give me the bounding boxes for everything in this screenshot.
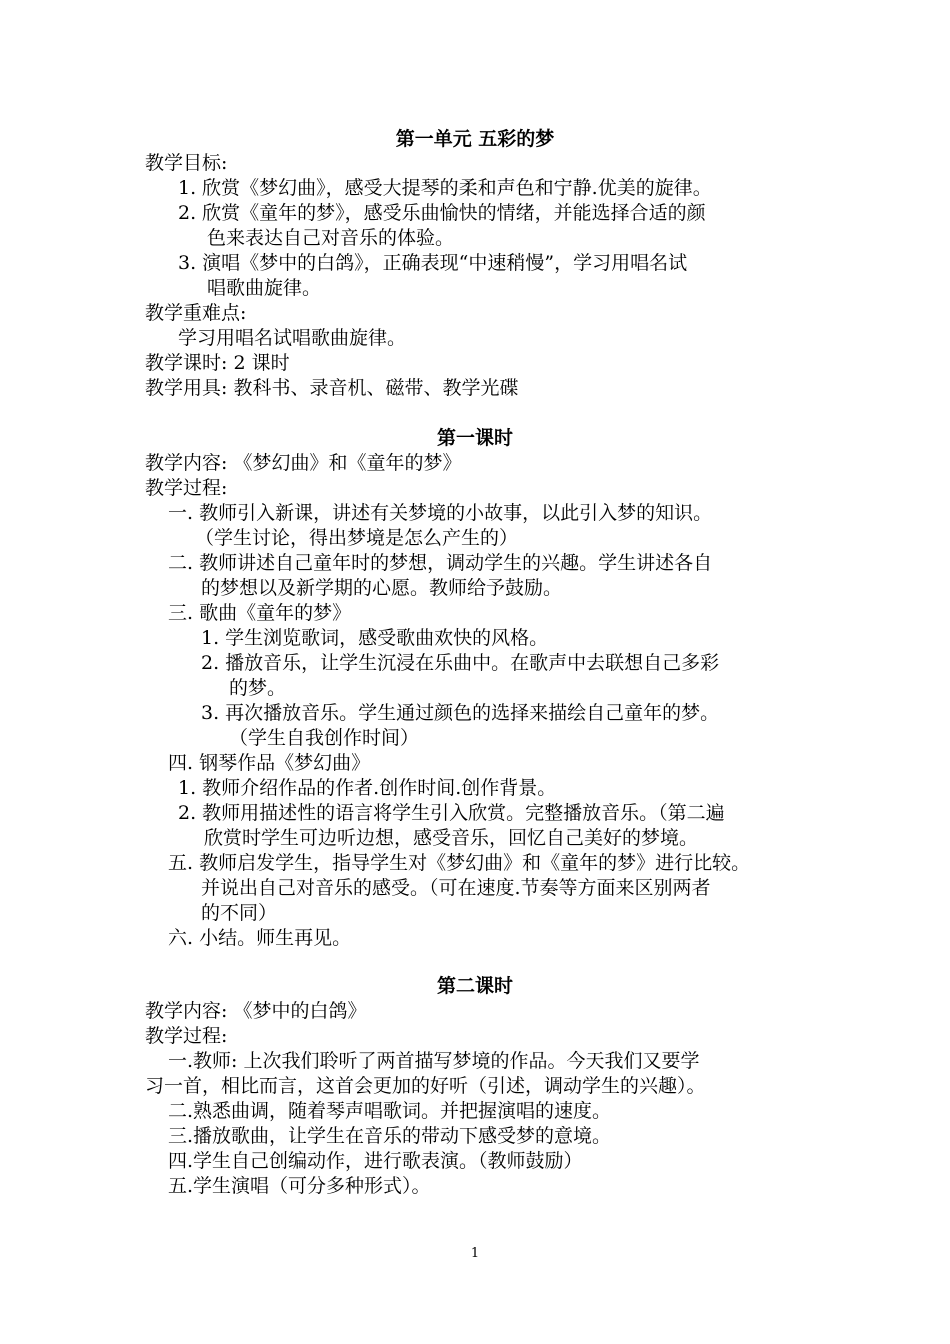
unit-title: 第一单元 五彩的梦 (395, 128, 555, 150)
objectives-label: 教学目标: (145, 152, 228, 174)
objective-2: 2. 欣赏《童年的梦》，感受乐曲愉快的情绪，并能选择合适的颜 (178, 202, 706, 224)
lesson1-line: 四. 钢琴作品《梦幻曲》 (168, 752, 371, 774)
lesson2-content: 教学内容: 《梦中的白鸽》 (145, 1000, 367, 1022)
lesson1-line: 的梦想以及新学期的心愿。教师给予鼓励。 (201, 577, 563, 599)
lesson2-line: 四.学生自己创编动作，进行歌表演。（教师鼓励） (168, 1150, 583, 1172)
lesson2-line: 三.播放歌曲，让学生在音乐的带动下感受梦的意境。 (168, 1125, 612, 1147)
lesson2-line: 五.学生演唱（可分多种形式）。 (168, 1175, 431, 1197)
lesson1-line: 一. 教师引入新课，讲述有关梦境的小故事，以此引入梦的知识。 (168, 502, 713, 524)
lesson1-line: （学生讨论，得出梦境是怎么产生的） (195, 527, 519, 549)
lesson1-line: 1. 学生浏览歌词，感受歌曲欢快的风格。 (201, 627, 549, 649)
lesson-hours: 教学课时: 2 课时 (145, 352, 290, 374)
lesson1-line: 二. 教师讲述自己童年时的梦想，调动学生的兴趣。学生讲述各自 (168, 552, 713, 574)
objective-3-cont: 唱歌曲旋律。 (207, 277, 322, 299)
lesson2-title: 第二课时 (436, 975, 513, 997)
lesson2-line: 一.教师: 上次我们聆听了两首描写梦境的作品。今天我们又要学 (168, 1050, 700, 1072)
objective-1: 1. 欣赏《梦幻曲》，感受大提琴的柔和声色和宁静.优美的旋律。 (178, 177, 712, 199)
lesson1-line: 2. 播放音乐，让学生沉浸在乐曲中。在歌声中去联想自己多彩 (201, 652, 720, 674)
lesson1-line: 六. 小结。师生再见。 (168, 927, 352, 949)
lesson2-line: 习一首，相比而言，这首会更加的好听（引述，调动学生的兴趣）。 (145, 1075, 706, 1097)
lesson1-line: 并说出自己对音乐的感受。（可在速度.节奏等方面来区别两者 (201, 877, 711, 899)
lesson1-line: （学生自我创作时间） (229, 727, 420, 749)
lesson1-process-label: 教学过程: (145, 477, 228, 499)
lesson2-process-label: 教学过程: (145, 1025, 228, 1047)
page-number: 1 (470, 1246, 480, 1261)
key-points-text: 学习用唱名试唱歌曲旋律。 (178, 327, 407, 349)
lesson1-content: 教学内容: 《梦幻曲》和《童年的梦》 (145, 452, 462, 474)
objective-2-cont: 色来表达自己对音乐的体验。 (207, 227, 455, 249)
lesson1-line: 的不同） (201, 902, 278, 924)
lesson1-line: 3. 再次播放音乐。学生通过颜色的选择来描绘自己童年的梦。 (201, 702, 720, 724)
lesson1-line: 欣赏时学生可边听边想，感受音乐，回忆自己美好的梦境。 (204, 827, 699, 849)
lesson1-line: 的梦。 (229, 677, 287, 699)
lesson1-title: 第一课时 (436, 427, 513, 449)
lesson1-line: 2. 教师用描述性的语言将学生引入欣赏。完整播放音乐。（第二遍 (178, 802, 725, 824)
lesson1-line: 五. 教师启发学生，指导学生对《梦幻曲》和《童年的梦》进行比较。 (168, 852, 751, 874)
lesson1-line: 三. 歌曲《童年的梦》 (168, 602, 352, 624)
lesson2-line: 二.熟悉曲调，随着琴声唱歌词。并把握演唱的速度。 (168, 1100, 612, 1122)
key-points-label: 教学重难点: (145, 302, 247, 324)
lesson1-line: 1. 教师介绍作品的作者.创作时间.创作背景。 (178, 777, 557, 799)
objective-3: 3. 演唱《梦中的白鸽》，正确表现“中速稍慢”，学习用唱名试 (178, 252, 688, 274)
teaching-tools: 教学用具: 教科书、录音机、磁带、教学光碟 (145, 377, 519, 399)
